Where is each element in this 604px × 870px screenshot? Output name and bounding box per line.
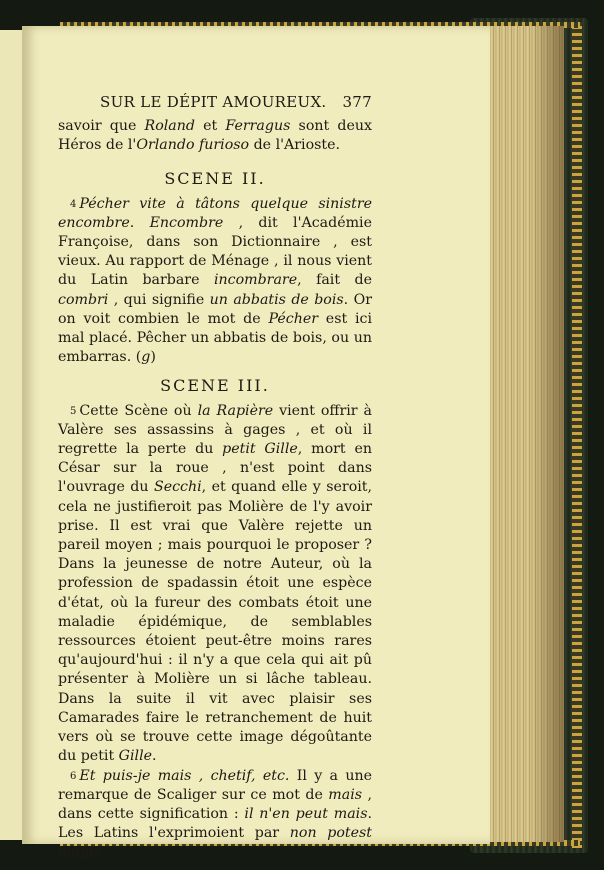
running-head — [100, 93, 372, 111]
note-5-rapiere: la Rapière — [197, 402, 274, 419]
note-6-peut-mais: il n'en peut mais — [244, 805, 368, 822]
intro-text-3: sont deux Héros de l' — [58, 118, 372, 154]
note-6-mais: mais — [328, 786, 363, 803]
page-edges-shadow — [530, 26, 564, 842]
note-4-abbatis: un abbatis de bois — [209, 291, 344, 308]
note-6-number: 6 — [70, 770, 77, 782]
note-4-text-5: est ici mal placé. Pêcher un abbatis de bois, ou un embarras. ( — [58, 310, 372, 366]
note-5-text-3: , mort en César sur la roue , n'est point dans l'ouvrage du — [58, 441, 372, 496]
note-4-text-6: ) — [150, 349, 156, 366]
note-4-ref-g: g — [141, 349, 151, 366]
note-5-text-2: vient offrir à Valère ses assassins à gages , et où il regrette la perte du — [58, 402, 372, 458]
scene-2-heading: SCENE II. — [164, 169, 266, 189]
note-6-text-2: , dans cette signification : — [58, 786, 372, 822]
note-5-gille: Gille — [118, 748, 153, 765]
note-4-text-4: . Or on voit combien le mot de — [58, 291, 372, 327]
note-6-text-1: Il y a une remarque de Scaliger sur ce mot de — [58, 767, 373, 803]
note-5-secchi: Secchi — [153, 479, 202, 496]
intro-text-4: de l'Arioste. — [249, 137, 341, 154]
note-6-text-3: . Les Latins l'exprimoient par — [58, 805, 372, 842]
note-5-text-4: , et quand elle y seroit, cela ne justifieroit pas Molière de l'y avoir prise. Il est vrai que Valère rejette un pareil moyen ; mais pourquoi le proposer ? Dans la jeunesse de notre Auteur, où la profession de spadassin étoit une espèce d'état, où la fureur des combats étoit une maladie épidémique, de semblables ressources étoient peut-être moins rares qu'aujourd'hui : il n'y a que cela qui ait pû présenter à Molière un si lâche tableau. Dans la suite il vit avec plaisir ses Camarades faire le retranchement de huit vers où se trouve cette image dégoûtante du petit — [58, 479, 373, 765]
note-6-latin: non potest magis — [58, 825, 372, 861]
note-4-combri: combri — [58, 291, 109, 308]
note-4-encombre: Encombre — [149, 214, 224, 231]
note-5-text-5: . — [152, 748, 157, 765]
intro-text-2: et — [195, 118, 226, 134]
intro-text-1: savoir que — [58, 118, 145, 134]
note-4-pecher: Pécher — [268, 310, 319, 327]
note-5-text-1: Cette Scène où — [79, 402, 198, 419]
intro-italic-ferragus: Ferragus — [225, 118, 291, 134]
note-5-paragraph — [58, 402, 372, 767]
intro-paragraph — [58, 117, 372, 155]
intro-italic-orlando: Orlando furioso — [136, 137, 250, 154]
scene-3-heading: SCENE III. — [160, 376, 270, 396]
running-head-title: SUR LE DÉPIT AMOUREUX. — [100, 93, 327, 111]
note-6-text-4: . — [100, 844, 106, 861]
note-6-paragraph — [58, 767, 372, 863]
note-4-paragraph — [58, 195, 372, 368]
note-6-quote: Et puis-je mais , chetif, etc. — [79, 767, 290, 784]
note-5-petit-gille: petit Gille — [222, 441, 298, 458]
note-4-incombrare: incombrare — [213, 272, 298, 289]
note-4-text-3: , qui signifie — [108, 291, 210, 308]
note-5-number: 5 — [70, 405, 77, 417]
note-4-text-2: , fait de — [297, 272, 372, 289]
page-body — [58, 117, 372, 863]
note-4-number: 4 — [70, 198, 77, 210]
note-4-quote: Pécher vite à tâtons quelque sinistre encombre. — [58, 195, 372, 231]
gilt-border-right — [572, 22, 582, 848]
intro-italic-roland: Roland — [144, 118, 195, 134]
note-4-text-1: , dit l'Académie Françoise, dans son Dictionnaire , est vieux. Au rapport de Ménage , il nous vient du Latin barbare — [58, 214, 372, 289]
page-number: 377 — [342, 93, 372, 111]
